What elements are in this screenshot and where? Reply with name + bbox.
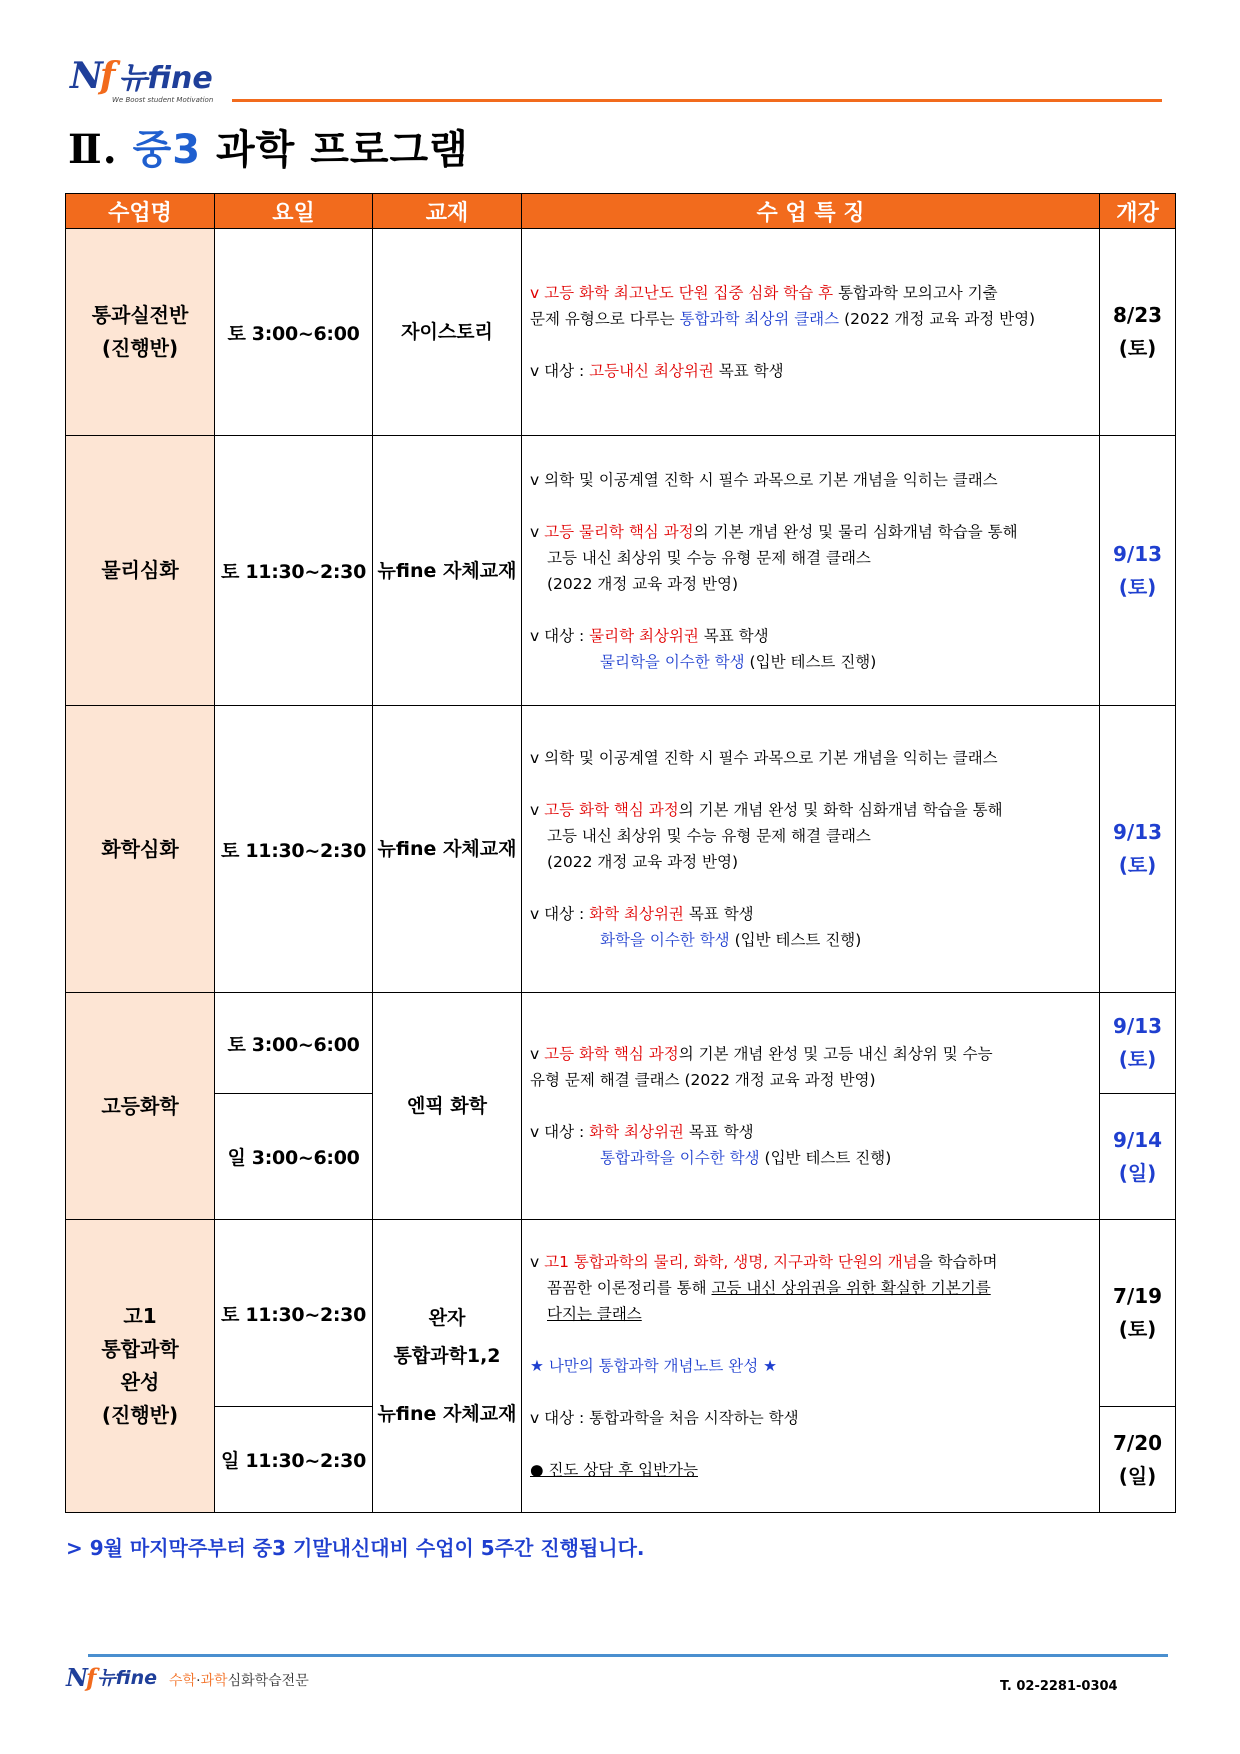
header-rule: [232, 99, 1162, 102]
brand-logo: [70, 55, 220, 118]
class-name-cell: 화학심화: [66, 706, 215, 993]
program-table: [65, 193, 1176, 1513]
day-cell: 토 11:30~2:30: [215, 1220, 373, 1407]
day-cell: 토 11:30~2:30: [215, 706, 373, 993]
features-cell: ⅴ 고등 화학 핵심 과정의 기본 개념 완성 및 고등 내신 최상위 및 수능 유형 문제 해결 클래스 (2022 개정 교육 과정 반영) ⅴ 대상 : 화학 최상위권 목표 학생 통합과학을 이수한 학생 (입반 테스트 진행): [522, 993, 1100, 1220]
start-date-cell: 9/13 (토): [1100, 706, 1176, 993]
textbook-cell: 뉴fine 자체교재: [373, 706, 522, 993]
features-cell: ⅴ 의학 및 이공계열 진학 시 필수 과목으로 기본 개념을 익히는 클래스 ⅴ 고등 화학 핵심 과정의 기본 개념 완성 및 화학 심화개념 학습을 통해 고등 내신 최상위 및 수능 유형 문제 해결 클래스 (2022 개정 교육 과정 반영) ⅴ 대상 : 화학 최상위권 목표 학생 화학을 이수한 학생 (입반 테스트 진행): [522, 706, 1100, 993]
logo-wordmark: 뉴fine: [118, 61, 213, 96]
day-cell: 토 3:00~6:00: [215, 229, 373, 436]
start-date-cell: 9/13 (토): [1100, 993, 1176, 1094]
start-date-cell: 7/20 (일): [1100, 1407, 1176, 1513]
start-date-cell: 7/19 (토): [1100, 1220, 1176, 1407]
footer-phone: T. 02-2281-0304: [1000, 1679, 1118, 1694]
class-name-cell: 물리심화: [66, 436, 215, 706]
features-cell: ⅴ 고1 통합과학의 물리, 화학, 생명, 지구과학 단원의 개념을 학습하며 꼼꼼한 이론정리를 통해 고등 내신 상위권을 위한 확실한 기본기를 다지는 클래스 ★ 나만의 통합과학 개념노트 완성 ★ ⅴ 대상 : 통합과학을 처음 시작하는 학생 ● 진도 상담 후 입반가능: [522, 1220, 1100, 1513]
textbook-cell: 자이스토리: [373, 229, 522, 436]
header-features: 수 업 특 징: [522, 194, 1100, 229]
schedule-note: > 9월 마지막주부터 중3 기말내신대비 수업이 5주간 진행됩니다.: [66, 1536, 645, 1560]
textbook-cell: 엔픽 화학: [373, 993, 522, 1220]
textbook-cell: 뉴fine 자체교재: [373, 436, 522, 706]
day-cell: 토 11:30~2:30: [215, 436, 373, 706]
day-cell: 일 11:30~2:30: [215, 1407, 373, 1513]
footer-tagline: 수학·과학심화학습전문: [169, 1673, 309, 1689]
footer-rule: [88, 1654, 1168, 1657]
class-name-cell: 고1 통합과학 완성 (진행반): [66, 1220, 215, 1513]
start-date-cell: 9/13 (토): [1100, 436, 1176, 706]
header-textbook: 교재: [373, 194, 522, 229]
logo-tagline: We Boost student Motivation: [112, 96, 214, 104]
header-day: 요일: [215, 194, 373, 229]
day-cell: 일 3:00~6:00: [215, 1094, 373, 1220]
header-class-name: 수업명: [66, 194, 215, 229]
table-header-row: [66, 194, 1176, 229]
logo-mark: Nf: [70, 55, 113, 97]
day-cell: 토 3:00~6:00: [215, 993, 373, 1094]
start-date-cell: 8/23 (토): [1100, 229, 1176, 436]
page-title: Ⅱ. 중3 과학 프로그램: [68, 126, 469, 173]
table-row: [66, 1220, 1176, 1407]
features-cell: ⅴ 고등 화학 최고난도 단원 집중 심화 학습 후 통합과학 모의고사 기출 문제 유형으로 다루는 통합과학 최상위 클래스 (2022 개정 교육 과정 반영) ⅴ 대상 : 고등내신 최상위권 목표 학생: [522, 229, 1100, 436]
table-row: [66, 229, 1176, 436]
footer-logo-mark: Nf: [66, 1663, 95, 1692]
class-name-cell: 고등화학: [66, 993, 215, 1220]
footer-logo-wordmark: 뉴fine: [97, 1666, 157, 1689]
class-name-cell: 통과실전반 (진행반): [66, 229, 215, 436]
header-start-date: 개강: [1100, 194, 1176, 229]
features-cell: ⅴ 의학 및 이공계열 진학 시 필수 과목으로 기본 개념을 익히는 클래스 ⅴ 고등 물리학 핵심 과정의 기본 개념 완성 및 물리 심화개념 학습을 통해 고등 내신 최상위 및 수능 유형 문제 해결 클래스 (2022 개정 교육 과정 반영) ⅴ 대상 : 물리학 최상위권 목표 학생 물리학을 이수한 학생 (입반 테스트 진행): [522, 436, 1100, 706]
table-row: [66, 436, 1176, 706]
table-row: [66, 993, 1176, 1094]
start-date-cell: 9/14 (일): [1100, 1094, 1176, 1220]
footer-logo: [66, 1663, 309, 1692]
textbook-cell: 완자 통합과학1,2 뉴fine 자체교재: [373, 1220, 522, 1513]
table-row: [66, 706, 1176, 993]
